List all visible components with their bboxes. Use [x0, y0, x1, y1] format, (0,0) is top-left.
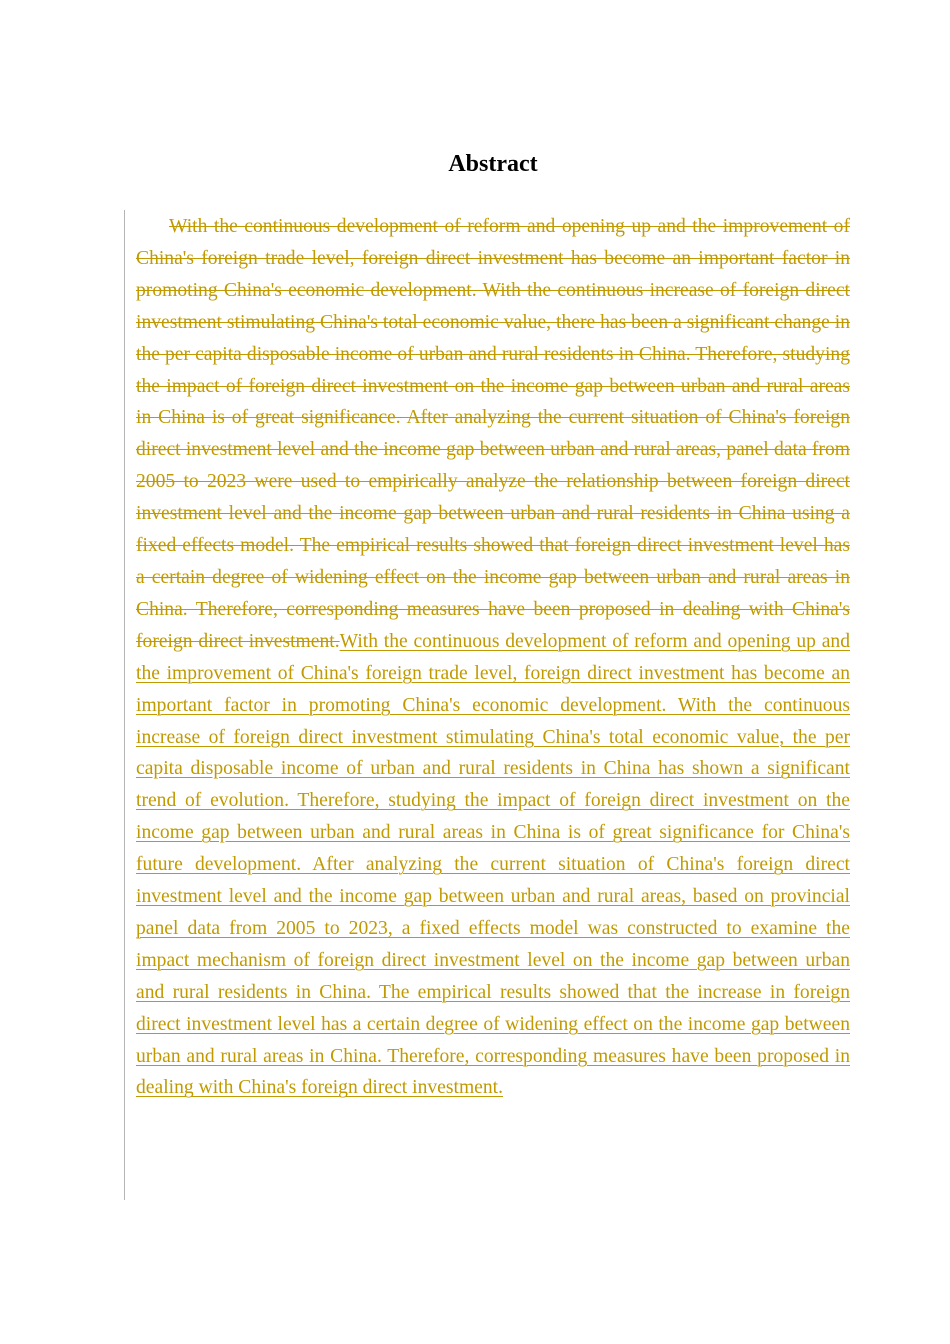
deleted-revision-text[interactable]: With the continuous development of reform and opening up and the improvement of China's foreign trade level, foreign direct investment has become an important factor in promoting China's economic development. With the continuous increase of foreign direct investment stimulating China's total economic value, there has been a significant change in the per capita disposable income of urban and rural residents in China. Therefore, studying the impact of foreign direct investment on the income gap between urban and rural areas in China is of great significance. After analyzing the current situation of China's foreign direct investment level and the income gap between urban and rural areas, panel data from 2005 to 2023 were used to empirically analyze the relationship between foreign direct investment level and the income gap between urban and rural residents in China using a fixed effects model. The empirical results showed that foreign direct investment level has a certain degree of widening effect on the income gap between urban and rural areas in China. Therefore, corresponding measures have been proposed in dealing with China's foreign direct investment. — [136, 216, 850, 652]
abstract-paragraph[interactable] — [136, 211, 850, 1104]
inserted-revision-text[interactable]: With the continuous development of reform and opening up and the improvement of China's foreign trade level, foreign direct investment has become an important factor in promoting China's economic development. With the continuous increase of foreign direct investment stimulating China's total economic value, the per capita disposable income of urban and rural residents in China has shown a significant trend of evolution. Therefore, studying the impact of foreign direct investment on the income gap between urban and rural areas in China is of great significance for China's future development. After analyzing the current situation of China's foreign direct investment level and the income gap between urban and rural areas, based on provincial panel data from 2005 to 2023, a fixed effects model was constructed to examine the impact mechanism of foreign direct investment level on the income gap between urban and rural residents in China. The empirical results showed that the increase in foreign direct investment level has a certain degree of widening effect on the income gap between urban and rural areas in China. Therefore, corresponding measures have been proposed in dealing with China's foreign direct investment. — [136, 630, 850, 1099]
page-title: Abstract — [448, 151, 538, 177]
revision-change-bar — [124, 210, 125, 1200]
